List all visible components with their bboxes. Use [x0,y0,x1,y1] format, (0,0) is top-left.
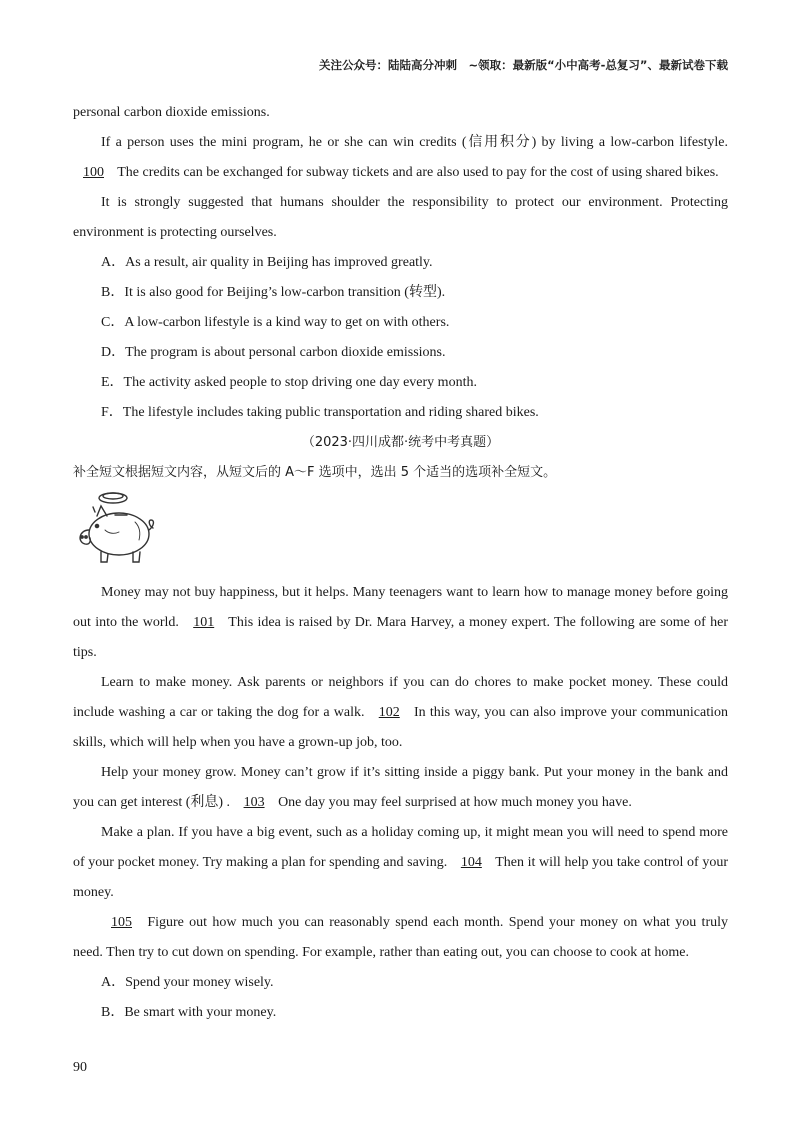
page-content [73,98,728,1028]
option-a: A．As a result, air quality in Beijing has improved greatly. [101,255,433,270]
passage2-p2-text: Learn to make money. Ask parents or neighbors if you can do chores to make pocket money. These could include washing a car or taking the dog for a walk. [73,675,728,720]
blank-103: 103 [243,795,265,810]
passage2-paragraph-5 [73,908,728,968]
passage2-paragraph-1 [73,578,728,668]
piggy-bank-icon [75,490,157,568]
passage2-paragraph-3 [73,758,728,818]
passage1-paragraph-3: It is strongly suggested that humans shoulder the responsibility to protect our environment. Protecting environment is protecting ourselves. [73,195,728,240]
option-c: C．A low-carbon lifestyle is a kind way to get on with others. [101,315,450,330]
blank-101: 101 [193,615,215,630]
instruction: 补全短文根据短文内容，从短文后的 A～F 选项中，选出 5 个适当的选项补全短文。 [73,465,557,480]
source-line: （2023·四川成都·统考中考真题） [301,435,500,450]
option-e: E．The activity asked people to stop driving one day every month. [101,375,477,390]
option-f: F．The lifestyle includes taking public transportation and riding shared bikes. [101,405,539,420]
blank-100: 100 [83,165,104,180]
blank-102: 102 [378,705,400,720]
passage1-p2-text: If a person uses the mini program, he or she can win credits (信用积分) by living a low-carbon lifestyle. [101,135,728,150]
option-b: B．It is also good for Beijing’s low-carbon transition (转型). [101,285,446,300]
blank-105: 105 [111,915,132,930]
passage2-p2-text-after: In this way, you can also improve your communication skills, which will help when you have a grown-up job, too. [73,705,729,750]
passage2-p3-text-after: One day you may feel surprised at how much money you have. [278,795,632,810]
blank-104: 104 [460,855,482,870]
passage1-paragraph-2 [73,128,728,188]
passage2-p3-text: Help your money grow. Money can’t grow if it’s sitting inside a piggy bank. Put your money in the bank and you can get interest (利息) . [73,765,728,810]
passage1-continued: personal carbon dioxide emissions. [73,105,270,120]
passage2-p1-text-after: This idea is raised by Dr. Mara Harvey, a money expert. The following are some of her tips. [73,615,729,660]
option2-a: A．Spend your money wisely. [101,975,274,990]
passage2-p5-text: Figure out how much you can reasonably spend each month. Spend your money on what you truly need. Then try to cut down on spending. For example, rather than eating out, you can choose to cook at home. [73,915,728,960]
option2-b: B．Be smart with your money. [101,1005,277,1020]
passage1-p2-text-after: The credits can be exchanged for subway tickets and are also used to pay for the cost of using shared bikes. [117,165,719,180]
option-d: D．The program is about personal carbon dioxide emissions. [101,345,446,360]
page-number: 90 [73,1060,87,1075]
passage2-p4-text-after: Then it will help you take control of your money. [73,855,729,900]
passage2-p1-text: Money may not buy happiness, but it helps. Many teenagers want to learn how to manage money before going out into the world. [73,585,728,630]
passage2-p4-text: Make a plan. If you have a big event, such as a holiday coming up, it might mean you will need to spend more of your pocket money. Try making a plan for spending and saving. [73,825,728,870]
page-header: 关注公众号：陆陆高分冲刺 ~领取：最新版“小中高考-总复习”、最新试卷下载 [318,58,728,72]
passage2-paragraph-2 [73,668,728,758]
passage2-paragraph-4 [73,818,728,908]
